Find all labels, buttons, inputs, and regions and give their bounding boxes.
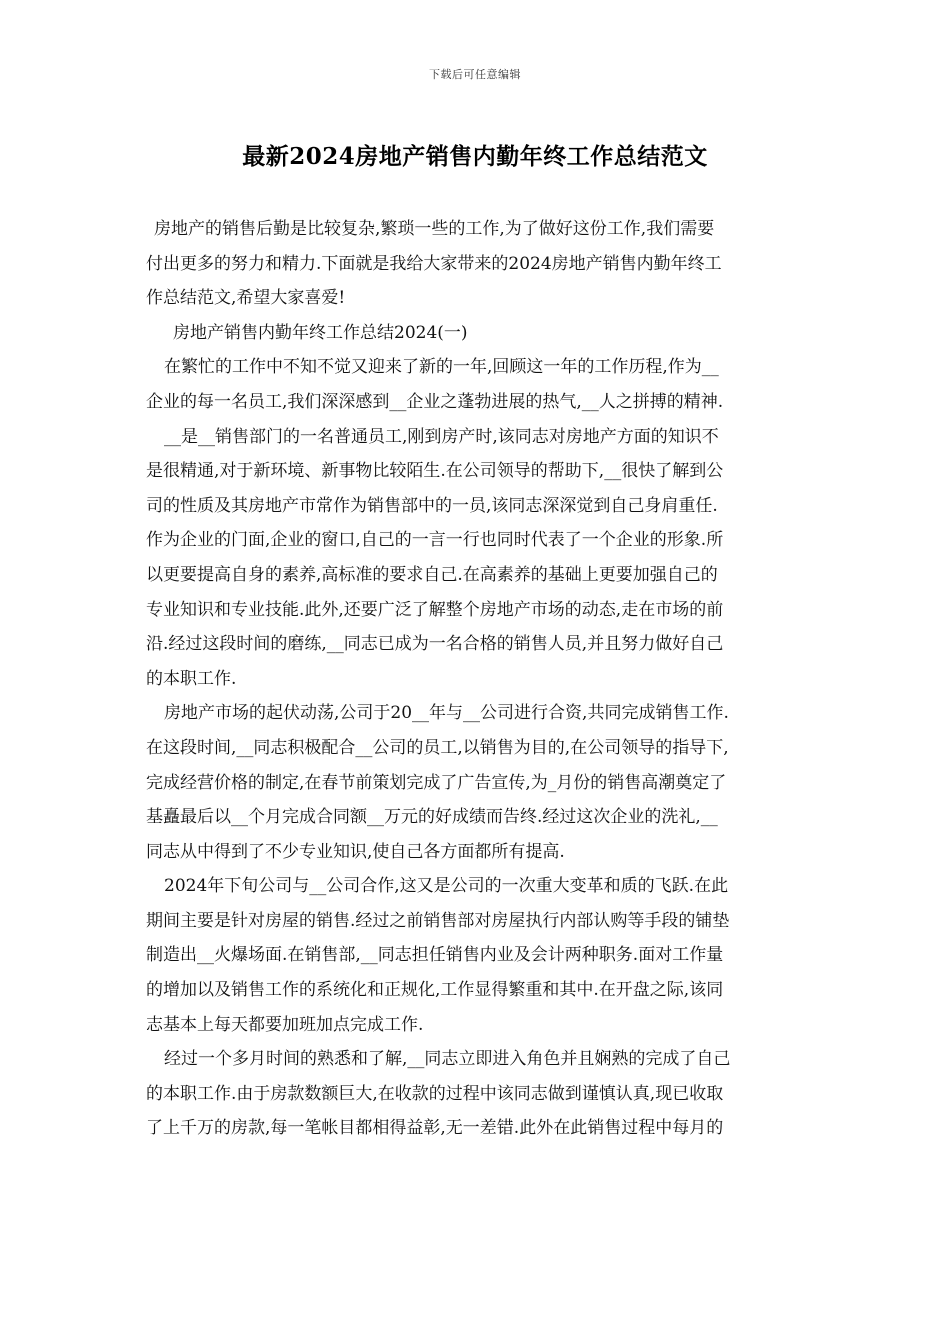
text-line: 以更要提高自身的素养,高标准的要求自己.在高素养的基础上更要加强自己的 xyxy=(146,564,718,585)
text-line: 制造出__火爆场面.在销售部,__同志担任销售内业及会计两种职务.面对工作量 xyxy=(146,945,724,966)
text-line: 在繁忙的工作中不知不觉又迎来了新的一年,回顾这一年的工作历程,作为__ xyxy=(164,357,719,378)
text-line: 2024年下旬公司与__公司合作,这又是公司的一次重大变革和质的飞跃.在此 xyxy=(164,876,729,897)
text-line: 的本职工作. xyxy=(146,668,237,689)
text-line: 企业的每一名员工,我们深深感到__企业之蓬勃进展的热气,__人之拼搏的精神. xyxy=(146,391,724,412)
text-line: 基矗最后以__个月完成合同额__万元的好成绩而告终.经过这次企业的洗礼,__ xyxy=(146,807,718,828)
text-line: 房地产的销售后勤是比较复杂,繁琐一些的工作,为了做好这份工作,我们需要 xyxy=(154,219,715,239)
document-body xyxy=(146,212,812,1146)
section-heading: 房地产销售内勤年终工作总结2024(一) xyxy=(173,322,468,343)
text-line: 完成经营价格的制定,在春节前策划完成了广告宣传,为_月份的销售高潮奠定了 xyxy=(146,772,727,793)
text-line: 司的性质及其房地产市常作为销售部中的一员,该同志深深觉到自己身肩重任. xyxy=(146,495,718,516)
text-line: 期间主要是针对房屋的销售.经过之前销售部对房屋执行内部认购等手段的铺垫 xyxy=(146,910,730,931)
text-line: 志基本上每天都要加班加点完成工作. xyxy=(146,1014,424,1035)
text-line: 的增加以及销售工作的系统化和正规化,工作显得繁重和其中.在开盘之际,该同 xyxy=(146,980,724,1001)
document-title: 最新2024房地产销售内勤年终工作总结范文 xyxy=(242,143,708,170)
header-note: 下载后可任意编辑 xyxy=(429,68,521,81)
text-line: __是__销售部门的一名普通员工,刚到房产时,该同志对房地产方面的知识不 xyxy=(164,426,719,447)
text-line: 经过一个多月时间的熟悉和了解,__同志立即进入角色并且娴熟的完成了自己 xyxy=(164,1049,731,1070)
text-line: 房地产市场的起伏动荡,公司于20__年与__公司进行合资,共同完成销售工作. xyxy=(164,703,729,724)
text-line: 沿.经过这段时间的磨练,__同志已成为一名合格的销售人员,并且努力做好自己 xyxy=(146,634,724,655)
text-line: 作为企业的门面,企业的窗口,自己的一言一行也同时代表了一个企业的形象.所 xyxy=(146,530,724,551)
text-line: 专业知识和专业技能.此外,还要广泛了解整个房地产市场的动态,走在市场的前 xyxy=(146,599,724,620)
text-line: 付出更多的努力和精力.下面就是我给大家带来的2024房地产销售内勤年终工 xyxy=(146,253,722,274)
text-line: 是很精通,对于新环境、新事物比较陌生.在公司领导的帮助下,__很快了解到公 xyxy=(146,461,724,482)
text-line: 的本职工作.由于房款数额巨大,在收款的过程中该同志做到谨慎认真,现已收取 xyxy=(146,1083,724,1104)
text-line: 在这段时间,__同志积极配合__公司的员工,以销售为目的,在公司领导的指导下, xyxy=(146,737,729,758)
text-line: 了上千万的房款,每一笔帐目都相得益彰,无一差错.此外在此销售过程中每月的 xyxy=(146,1118,724,1139)
text-line: 同志从中得到了不少专业知识,使自己各方面都所有提高. xyxy=(146,841,565,862)
text-line: 作总结范文,希望大家喜爱! xyxy=(146,288,346,309)
